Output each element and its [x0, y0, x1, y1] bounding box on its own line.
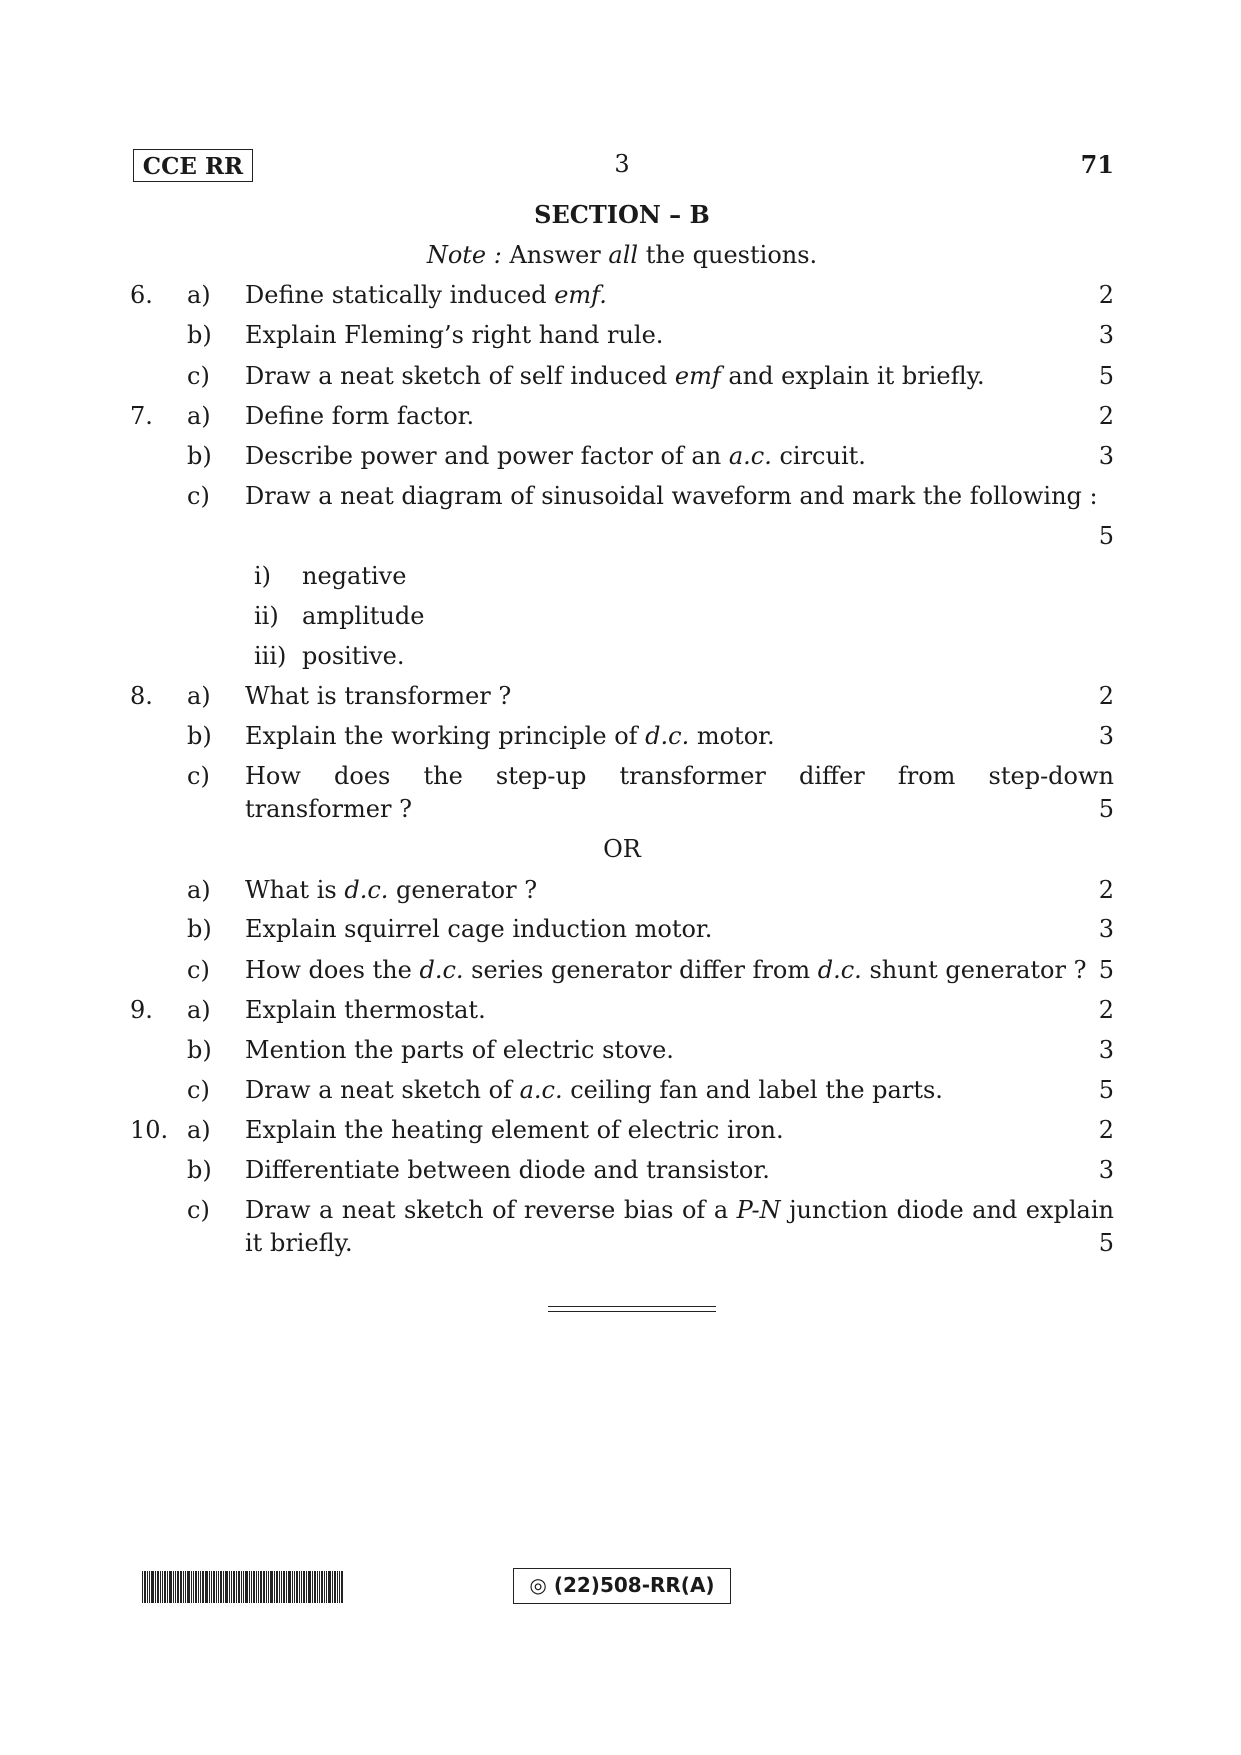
- sub-item-label: iii): [254, 642, 287, 670]
- sheet-number: 71: [1080, 150, 1114, 179]
- part-label: a): [187, 996, 211, 1024]
- footer-code-box: ◎ (22)508-RR(A): [513, 1568, 731, 1604]
- barcode-bar: [157, 1571, 159, 1603]
- question-text: Describe power and power factor of an a.c. circuit.: [245, 442, 866, 470]
- barcode-bar: [286, 1571, 287, 1603]
- barcode-bar: [177, 1571, 179, 1603]
- barcode-bar: [321, 1571, 323, 1603]
- question-number: 8.: [130, 682, 153, 710]
- barcode-bar: [183, 1571, 184, 1603]
- end-rule-top: [548, 1306, 716, 1307]
- barcode-bar: [209, 1571, 210, 1603]
- barcode-bar: [225, 1571, 228, 1603]
- barcode-bar: [218, 1571, 219, 1603]
- barcode-bar: [301, 1571, 302, 1603]
- paper-code-box: CCE RR: [133, 149, 253, 182]
- barcode-bar: [276, 1571, 278, 1603]
- barcode-bar: [142, 1571, 143, 1603]
- part-label: b): [187, 1156, 212, 1184]
- marks: 5: [1098, 1229, 1114, 1257]
- barcode-bar: [162, 1571, 163, 1603]
- barcode-bar: [260, 1571, 262, 1603]
- marks: 2: [1098, 682, 1114, 710]
- end-rule-bottom: [548, 1311, 716, 1312]
- question-number: 7.: [130, 402, 153, 430]
- barcode-bar: [326, 1571, 327, 1603]
- part-label: c): [187, 956, 210, 984]
- barcode-bar: [205, 1571, 208, 1603]
- or-divider: OR: [603, 835, 641, 863]
- barcode-bar: [306, 1571, 307, 1603]
- sub-item-text: negative: [302, 562, 407, 590]
- barcode-bar: [249, 1571, 250, 1603]
- question-text: Draw a neat sketch of a.c. ceiling fan and label the parts.: [245, 1076, 943, 1104]
- note-emphasis: all: [608, 241, 639, 269]
- part-label: b): [187, 442, 212, 470]
- question-number: 10.: [130, 1116, 169, 1144]
- question-text: Define statically induced emf.: [245, 281, 607, 309]
- barcode-bar: [229, 1571, 230, 1603]
- barcode-bar: [185, 1571, 186, 1603]
- part-label: c): [187, 1196, 210, 1224]
- question-number: 9.: [130, 996, 153, 1024]
- barcode-bar: [303, 1571, 305, 1603]
- barcode-bar: [312, 1571, 313, 1603]
- sub-item-label: i): [254, 562, 272, 590]
- marks: 3: [1098, 915, 1114, 943]
- page-number: 3: [614, 150, 630, 178]
- marks: 5: [1098, 795, 1114, 823]
- barcode-bar: [292, 1571, 293, 1603]
- question-text: Explain the working principle of d.c. motor.: [245, 722, 775, 750]
- barcode-bar: [155, 1571, 156, 1603]
- barcode-bar: [268, 1571, 269, 1603]
- question-text-continued: it briefly.: [245, 1229, 353, 1257]
- barcode-bar: [216, 1571, 217, 1603]
- marks: 3: [1098, 442, 1114, 470]
- part-label: b): [187, 321, 212, 349]
- note-text: Answer: [501, 241, 609, 269]
- question-text: Differentiate between diode and transistor.: [245, 1156, 770, 1184]
- barcode: [142, 1571, 392, 1603]
- barcode-bar: [328, 1571, 331, 1603]
- part-label: a): [187, 402, 211, 430]
- barcode-bar: [193, 1571, 194, 1603]
- barcode-bar: [314, 1571, 316, 1603]
- question-text: How does the step-up transformer differ from step-down: [245, 762, 1114, 790]
- barcode-bar: [339, 1571, 340, 1603]
- barcode-bar: [211, 1571, 212, 1603]
- barcode-bar: [258, 1571, 259, 1603]
- barcode-bar: [187, 1571, 190, 1603]
- barcode-bar: [296, 1571, 298, 1603]
- barcode-bar: [233, 1571, 235, 1603]
- barcode-bar: [195, 1571, 197, 1603]
- marks: 2: [1098, 402, 1114, 430]
- marks: 3: [1098, 321, 1114, 349]
- barcode-bar: [151, 1571, 154, 1603]
- barcode-bar: [164, 1571, 166, 1603]
- marks: 5: [1098, 362, 1114, 390]
- question-text: Mention the parts of electric stove.: [245, 1036, 674, 1064]
- question-text: Explain Fleming’s right hand rule.: [245, 321, 664, 349]
- marks: 3: [1098, 1036, 1114, 1064]
- barcode-bar: [319, 1571, 320, 1603]
- part-label: c): [187, 482, 210, 510]
- barcode-bar: [251, 1571, 252, 1603]
- barcode-bar: [281, 1571, 282, 1603]
- note-prefix: Note :: [426, 241, 502, 269]
- barcode-bar: [324, 1571, 325, 1603]
- barcode-bar: [288, 1571, 291, 1603]
- section-note: [320, 241, 924, 269]
- part-label: c): [187, 762, 210, 790]
- barcode-bar: [200, 1571, 201, 1603]
- barcode-bar: [245, 1571, 248, 1603]
- marks: 2: [1098, 281, 1114, 309]
- question-text: Draw a neat sketch of reverse bias of a P-N junction diode and explain: [245, 1196, 1114, 1224]
- question-text-continued: transformer ?: [245, 795, 412, 823]
- barcode-bar: [337, 1571, 338, 1603]
- barcode-bar: [317, 1571, 318, 1603]
- barcode-bar: [231, 1571, 232, 1603]
- barcode-bar: [263, 1571, 265, 1603]
- question-text: Draw a neat diagram of sinusoidal waveform and mark the following :: [245, 482, 1098, 510]
- barcode-bar: [266, 1571, 267, 1603]
- barcode-bar: [243, 1571, 244, 1603]
- barcode-bar: [236, 1571, 237, 1603]
- question-text: Explain thermostat.: [245, 996, 486, 1024]
- part-label: a): [187, 876, 211, 904]
- barcode-bar: [279, 1571, 280, 1603]
- part-label: c): [187, 1076, 210, 1104]
- barcode-bar: [173, 1571, 174, 1603]
- barcode-bar: [220, 1571, 222, 1603]
- barcode-bar: [202, 1571, 204, 1603]
- part-label: a): [187, 281, 211, 309]
- barcode-bar: [223, 1571, 224, 1603]
- barcode-bar: [169, 1571, 172, 1603]
- section-title: SECTION – B: [534, 200, 710, 229]
- barcode-bar: [332, 1571, 333, 1603]
- barcode-bar: [299, 1571, 300, 1603]
- barcode-bar: [283, 1571, 285, 1603]
- barcode-bar: [144, 1571, 146, 1603]
- marks: 5: [1098, 956, 1114, 984]
- part-label: c): [187, 362, 210, 390]
- part-label: a): [187, 1116, 211, 1144]
- barcode-bar: [180, 1571, 182, 1603]
- barcode-bar: [167, 1571, 168, 1603]
- question-text: Draw a neat sketch of self induced emf and explain it briefly.: [245, 362, 985, 390]
- barcode-bar: [308, 1571, 311, 1603]
- barcode-bar: [175, 1571, 176, 1603]
- barcode-bar: [160, 1571, 161, 1603]
- marks: 2: [1098, 996, 1114, 1024]
- marks: 2: [1098, 876, 1114, 904]
- barcode-bar: [270, 1571, 273, 1603]
- barcode-bar: [191, 1571, 192, 1603]
- question-text: How does the d.c. series generator differ from d.c. shunt generator ?: [245, 956, 1087, 984]
- barcode-bar: [241, 1571, 242, 1603]
- question-text: What is d.c. generator ?: [245, 876, 538, 904]
- part-label: b): [187, 722, 212, 750]
- barcode-bar: [213, 1571, 215, 1603]
- part-label: b): [187, 915, 212, 943]
- barcode-bar: [294, 1571, 295, 1603]
- barcode-bar: [256, 1571, 257, 1603]
- question-number: 6.: [130, 281, 153, 309]
- sub-item-label: ii): [254, 602, 279, 630]
- question-text: Define form factor.: [245, 402, 475, 430]
- sub-item-text: positive.: [302, 642, 405, 670]
- sub-item-text: amplitude: [302, 602, 425, 630]
- marks: 5: [1098, 1076, 1114, 1104]
- barcode-bar: [147, 1571, 148, 1603]
- note-suffix: the questions.: [638, 241, 818, 269]
- part-label: b): [187, 1036, 212, 1064]
- marks: 3: [1098, 722, 1114, 750]
- question-text: Explain squirrel cage induction motor.: [245, 915, 713, 943]
- barcode-bar: [334, 1571, 336, 1603]
- marks: 5: [1098, 522, 1114, 550]
- barcode-bar: [198, 1571, 199, 1603]
- barcode-bar: [341, 1571, 343, 1603]
- question-text: What is transformer ?: [245, 682, 512, 710]
- question-text: Explain the heating element of electric iron.: [245, 1116, 784, 1144]
- barcode-bar: [149, 1571, 150, 1603]
- barcode-bar: [238, 1571, 240, 1603]
- barcode-bar: [274, 1571, 275, 1603]
- barcode-bar: [253, 1571, 255, 1603]
- marks: 3: [1098, 1156, 1114, 1184]
- marks: 2: [1098, 1116, 1114, 1144]
- part-label: a): [187, 682, 211, 710]
